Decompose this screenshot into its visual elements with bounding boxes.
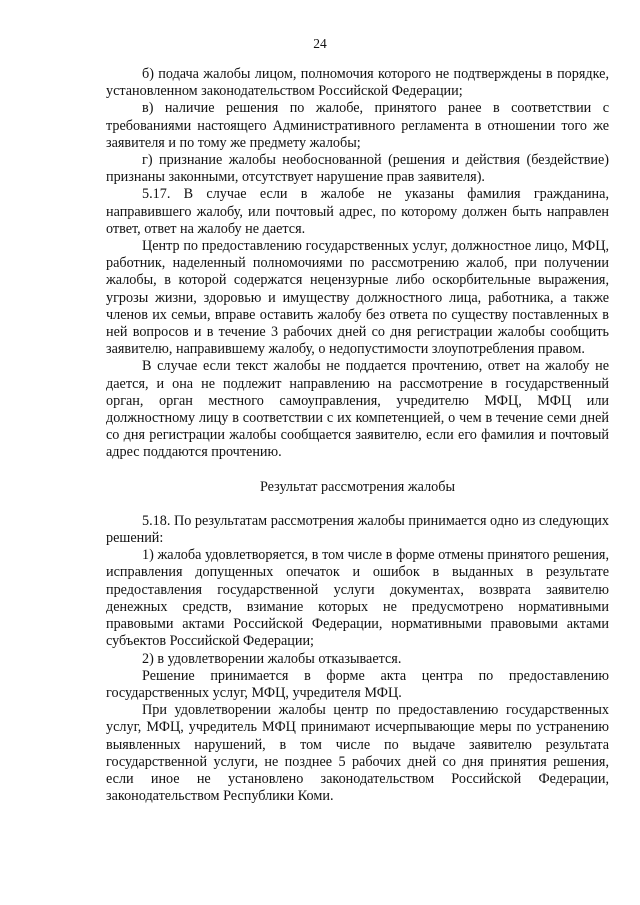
- paragraph-item-v: в) наличие решения по жалобе, принятого ранее в соответствии с требованиями настоящего Административного регламента в отношении того же заявителя и по тому же предмету жалобы;: [106, 100, 609, 151]
- page-number: 24: [313, 36, 327, 51]
- paragraph-abusive-complaint: Центр по предоставлению государственных услуг, должностное лицо, МФЦ, работник, наделенный полномочиями по рассмотрению жалоб, при получении жалобы, в которой содержатся нецензурные либо оскорбительные выражения, угрозы жизни, здоровью и имуществу должностного лица, работника, а также членов их семьи, вправе оставить жалобу без ответа по существу поставленных в ней вопросов и в течение 3 рабочих дней со дня регистрации жалобы сообщить заявителю, направившему жалобу, о недопустимости злоупотребления правом.: [106, 238, 609, 358]
- section-heading: Результат рассмотрения жалобы: [259, 478, 456, 495]
- paragraph-item-b: б) подача жалобы лицом, полномочия которого не подтверждены в порядке, установленном законодательством Российской Федерации;: [106, 66, 609, 100]
- paragraph-decision-1: 1) жалоба удовлетворяется, в том числе в форме отмены принятого решения, исправления допущенных опечаток и ошибок в выданных в результате предоставления государственной услуги документах, возврата заявителю денежных средств, взимание которых не предусмотрено нормативными правовыми актами Российской Федерации, нормативными правовыми актами субъектов Российской Федерации;: [106, 547, 609, 650]
- paragraph-unreadable-complaint: В случае если текст жалобы не поддается прочтению, ответ на жалобу не дается, и она не подлежит направлению на рассмотрение в государственный орган, орган местного самоуправления, учредителю МФЦ, МФЦ или должностному лицу в соответствии с их компетенцией, о чем в течение семи дней со дня регистрации жалобы сообщается заявителю, если его фамилия и почтовый адрес поддаются прочтению.: [106, 358, 609, 461]
- paragraph-5-17: 5.17. В случае если в жалобе не указаны фамилия гражданина, направившего жалобу, или почтовый адрес, по которому должен быть направлен ответ, ответ на жалобу не дается.: [106, 186, 609, 237]
- paragraph-decision-2: 2) в удовлетворении жалобы отказывается.: [142, 650, 402, 667]
- paragraph-decision-form: Решение принимается в форме акта центра по предоставлению государственных услуг, МФЦ, учредителя МФЦ.: [106, 667, 609, 701]
- document-body: [106, 66, 609, 805]
- paragraph-remedy-measures: При удовлетворении жалобы центр по предоставлению государственных услуг, МФЦ, учредитель МФЦ принимают исчерпывающие меры по устранению выявленных нарушений, в том числе по выдаче заявителю результата государственной услуги, не позднее 5 рабочих дней со дня принятия решения, если иное не установлено законодательством Российской Федерации, законодательством Республики Коми.: [106, 702, 609, 805]
- paragraph-item-g: г) признание жалобы необоснованной (решения и действия (бездействие) признаны законными, отсутствует нарушение прав заявителя).: [106, 152, 609, 186]
- paragraph-5-18: 5.18. По результатам рассмотрения жалобы принимается одно из следующих решений:: [106, 512, 609, 547]
